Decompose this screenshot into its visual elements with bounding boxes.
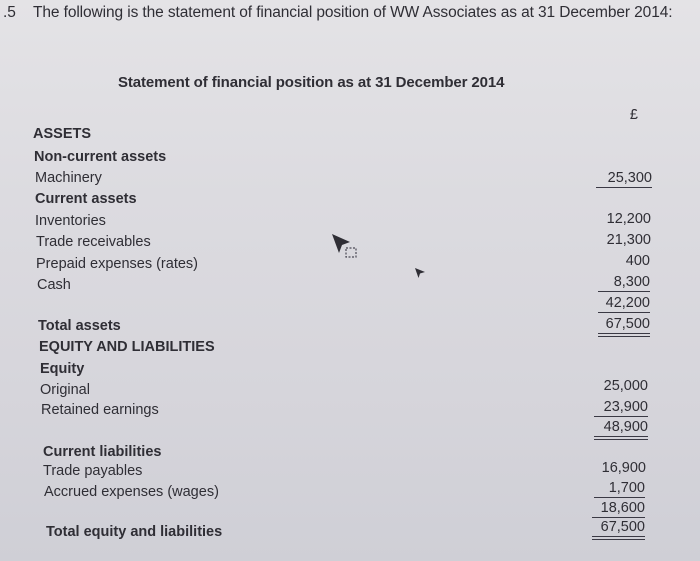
inventories-value: 12,200 — [606, 211, 651, 227]
currency-symbol: £ — [629, 107, 638, 123]
small-pointer-icon — [413, 266, 427, 280]
statement-title: Statement of financial position as at 31 December 2014 — [118, 74, 505, 91]
cash-value: 8,300 — [598, 273, 650, 292]
current-assets-heading: Current assets — [35, 191, 137, 207]
machinery-value: 25,300 — [596, 169, 652, 188]
question-text: The following is the statement of financial position of WW Associates as at 31 December 2014: — [33, 4, 673, 21]
liabilities-subtotal: 18,600 — [592, 499, 645, 518]
retained-earnings-label: Retained earnings — [41, 402, 159, 418]
equity-subtotal: 48,900 — [594, 418, 648, 440]
trade-payables-label: Trade payables — [43, 463, 143, 479]
cash-label: Cash — [37, 277, 71, 293]
original-value: 25,000 — [603, 378, 648, 394]
retained-earnings-value: 23,900 — [594, 398, 648, 417]
noncurrent-assets-heading: Non-current assets — [34, 149, 167, 165]
machinery-label: Machinery — [35, 170, 102, 186]
prepaid-value: 400 — [625, 253, 650, 269]
trade-payables-value: 16,900 — [601, 460, 646, 476]
equity-liabilities-heading: EQUITY AND LIABILITIES — [39, 339, 215, 355]
current-liabilities-heading: Current liabilities — [43, 444, 162, 460]
total-assets-label: Total assets — [38, 318, 121, 334]
prepaid-label: Prepaid expenses (rates) — [36, 256, 198, 272]
assets-heading: ASSETS — [33, 126, 92, 142]
receivables-value: 21,300 — [606, 232, 651, 248]
total-assets-value: 67,500 — [598, 315, 650, 337]
original-label: Original — [40, 382, 90, 398]
equity-heading: Equity — [40, 361, 85, 377]
accrued-expenses-label: Accrued expenses (wages) — [44, 484, 219, 500]
total-equity-liabilities-label: Total equity and liabilities — [46, 524, 223, 540]
total-equity-liabilities-value: 67,500 — [592, 518, 645, 540]
question-number: .5 — [3, 4, 16, 21]
cursor-arrow-icon — [330, 232, 360, 262]
current-assets-subtotal: 42,200 — [598, 294, 650, 313]
accrued-expenses-value: 1,700 — [594, 479, 645, 498]
inventories-label: Inventories — [35, 213, 106, 229]
receivables-label: Trade receivables — [36, 234, 151, 250]
